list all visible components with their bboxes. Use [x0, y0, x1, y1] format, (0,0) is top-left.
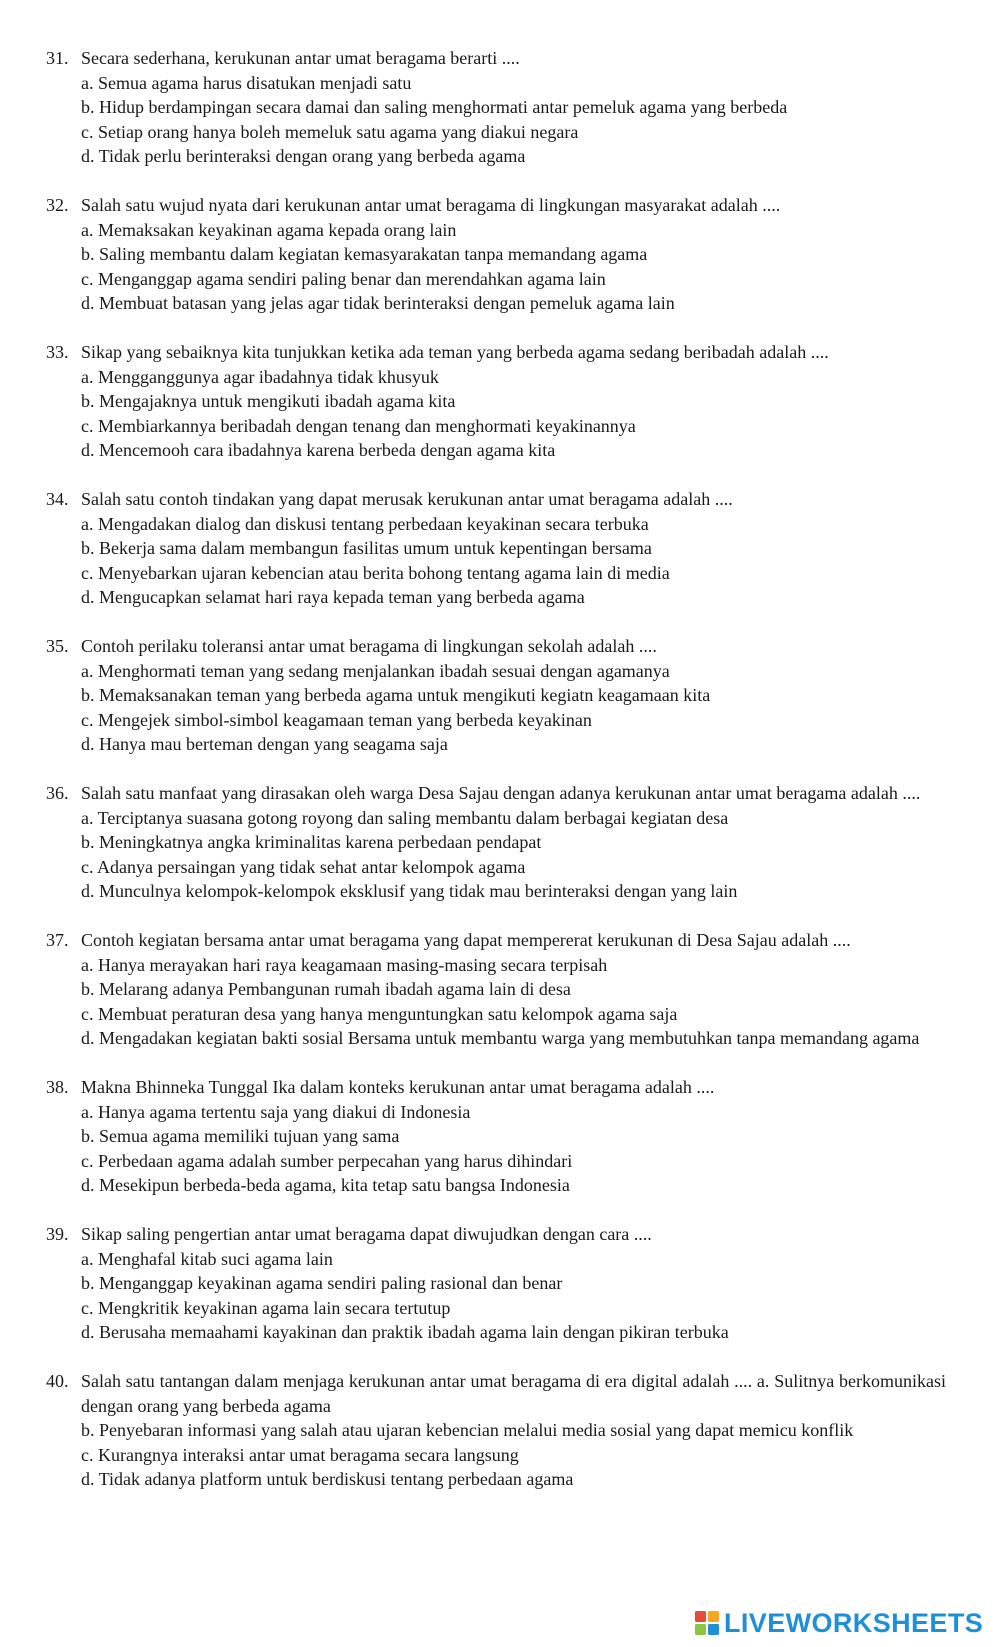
- answer-option: b. Mengajaknya untuk mengikuti ibadah agama kita: [81, 391, 456, 411]
- question-number: 32.: [46, 195, 69, 215]
- question-list: [46, 46, 946, 1492]
- question-text: Sikap saling pengertian antar umat beragama dapat diwujudkan dengan cara ....: [81, 1224, 652, 1244]
- answer-option: d. Hanya mau berteman dengan yang seagama saja: [81, 734, 448, 754]
- answer-option: c. Setiap orang hanya boleh memeluk satu agama yang diakui negara: [81, 121, 579, 142]
- answer-option: d. Tidak perlu berinteraksi dengan orang yang berbeda agama: [81, 146, 526, 166]
- question-row: [46, 1075, 946, 1100]
- answer-option: a. Memaksakan keyakinan agama kepada orang lain: [81, 219, 457, 240]
- question-item: [46, 1222, 946, 1345]
- question-text: Secara sederhana, kerukunan antar umat beragama berarti ....: [81, 48, 520, 68]
- answer-option: a. Menghafal kitab suci agama lain: [81, 1248, 333, 1269]
- answer-option: d. Mengucapkan selamat hari raya kepada teman yang berbeda agama: [81, 587, 585, 607]
- answer-option: b. Meningkatnya angka kriminalitas karena perbedaan pendapat: [81, 832, 542, 852]
- question-row: [46, 634, 946, 659]
- question-row: [46, 340, 946, 365]
- question-item: [46, 193, 946, 316]
- answer-option: c. Perbedaan agama adalah sumber perpecahan yang harus dihindari: [81, 1150, 573, 1171]
- question-item: [46, 781, 946, 904]
- question-row: [46, 193, 946, 218]
- answer-option: d. Munculnya kelompok-kelompok eksklusif yang tidak mau berinteraksi dengan yang lain: [81, 881, 738, 901]
- answer-option: a. Hanya merayakan hari raya keagamaan masing-masing secara terpisah: [81, 954, 608, 975]
- worksheet-page: [46, 46, 946, 1516]
- answer-option: d. Tidak adanya platform untuk berdiskusi tentang perbedaan agama: [81, 1469, 574, 1489]
- answer-option: c. Menganggap agama sendiri paling benar dan merendahkan agama lain: [81, 268, 606, 289]
- answer-option: b. Hidup berdampingan secara damai dan saling menghormati antar pemeluk agama yang berbeda: [81, 97, 788, 117]
- answer-option: b. Memaksanakan teman yang berbeda agama untuk mengikuti kegiatn keagamaan kita: [81, 685, 711, 705]
- question-text: Salah satu manfaat yang dirasakan oleh warga Desa Sajau dengan adanya kerukunan antar umat beragama adalah ....: [81, 783, 921, 803]
- question-number: 37.: [46, 930, 69, 950]
- liveworksheets-logo[interactable]: [694, 1606, 983, 1640]
- answer-option: b. Semua agama memiliki tujuan yang sama: [81, 1126, 400, 1146]
- question-text: Sikap yang sebaiknya kita tunjukkan ketika ada teman yang berbeda agama sedang beribadah adalah ....: [81, 342, 829, 362]
- answer-option: c. Membiarkannya beribadah dengan tenang dan menghormati keyakinannya: [81, 415, 636, 436]
- question-item: [46, 1369, 946, 1492]
- question-item: [46, 46, 946, 169]
- answer-option: c. Menyebarkan ujaran kebencian atau berita bohong tentang agama lain di media: [81, 562, 670, 583]
- question-item: [46, 928, 946, 1051]
- answer-option: b. Bekerja sama dalam membangun fasilitas umum untuk kepentingan bersama: [81, 538, 652, 558]
- answer-option: a. Mengganggunya agar ibadahnya tidak khusyuk: [81, 366, 439, 387]
- question-text: Salah satu tantangan dalam menjaga kerukunan antar umat beragama di era digital adalah .... a. Sulitnya berkomunikasi dengan orang yang berbeda agama: [81, 1371, 946, 1416]
- liveworksheets-logo-icon: [694, 1610, 720, 1636]
- question-row: [46, 928, 946, 953]
- answer-option: c. Mengkritik keyakinan agama lain secara tertutup: [81, 1297, 451, 1318]
- answer-option: b. Melarang adanya Pembangunan rumah ibadah agama lain di desa: [81, 979, 571, 999]
- answer-option: a. Hanya agama tertentu saja yang diakui di Indonesia: [81, 1101, 471, 1122]
- question-text: Salah satu wujud nyata dari kerukunan antar umat beragama di lingkungan masyarakat adalah ....: [81, 195, 781, 215]
- question-text: Makna Bhinneka Tunggal Ika dalam konteks kerukunan antar umat beragama adalah ....: [81, 1077, 715, 1097]
- answer-option: d. Mengadakan kegiatan bakti sosial Bersama untuk membantu warga yang membutuhkan tanpa memandang agama: [81, 1028, 920, 1048]
- question-number: 38.: [46, 1077, 69, 1097]
- answer-option: b. Menganggap keyakinan agama sendiri paling rasional dan benar: [81, 1273, 563, 1293]
- answer-option: a. Semua agama harus disatukan menjadi satu: [81, 72, 412, 93]
- question-number: 36.: [46, 783, 69, 803]
- question-text: Salah satu contoh tindakan yang dapat merusak kerukunan antar umat beragama adalah ....: [81, 489, 733, 509]
- answer-option: b. Penyebaran informasi yang salah atau ujaran kebencian melalui media sosial yang dapat memicu konflik: [81, 1420, 854, 1440]
- question-number: 31.: [46, 48, 69, 68]
- question-row: [46, 46, 946, 71]
- question-item: [46, 1075, 946, 1198]
- question-row: [46, 1222, 946, 1247]
- question-row: [46, 781, 946, 806]
- question-number: 40.: [46, 1371, 69, 1391]
- question-text: Contoh perilaku toleransi antar umat beragama di lingkungan sekolah adalah ....: [81, 636, 657, 656]
- answer-option: a. Terciptanya suasana gotong royong dan saling membantu dalam berbagai kegiatan desa: [81, 807, 729, 828]
- answer-option: d. Mencemooh cara ibadahnya karena berbeda dengan agama kita: [81, 440, 556, 460]
- question-row: [46, 487, 946, 512]
- answer-option: d. Mesekipun berbeda-beda agama, kita tetap satu bangsa Indonesia: [81, 1175, 570, 1195]
- logo-text: LIVEWORKSHEETS: [724, 1607, 984, 1638]
- answer-option: c. Adanya persaingan yang tidak sehat antar kelompok agama: [81, 856, 526, 877]
- question-row: [46, 1369, 946, 1418]
- question-number: 35.: [46, 636, 69, 656]
- question-item: [46, 487, 946, 610]
- answer-option: a. Menghormati teman yang sedang menjalankan ibadah sesuai dengan agamanya: [81, 660, 670, 681]
- answer-option: c. Membuat peraturan desa yang hanya menguntungkan satu kelompok agama saja: [81, 1003, 678, 1024]
- answer-option: a. Mengadakan dialog dan diskusi tentang perbedaan keyakinan secara terbuka: [81, 513, 649, 534]
- question-text: Contoh kegiatan bersama antar umat beragama yang dapat mempererat kerukunan di Desa Sajau adalah ....: [81, 930, 851, 950]
- answer-option: c. Mengejek simbol-simbol keagamaan teman yang berbeda keyakinan: [81, 709, 592, 730]
- question-item: [46, 634, 946, 757]
- answer-option: d. Membuat batasan yang jelas agar tidak berinteraksi dengan pemeluk agama lain: [81, 293, 675, 313]
- question-number: 39.: [46, 1224, 69, 1244]
- answer-option: c. Kurangnya interaksi antar umat beragama secara langsung: [81, 1444, 519, 1465]
- answer-option: b. Saling membantu dalam kegiatan kemasyarakatan tanpa memandang agama: [81, 244, 648, 264]
- question-number: 33.: [46, 342, 69, 362]
- answer-option: d. Berusaha memaahami kayakinan dan praktik ibadah agama lain dengan pikiran terbuka: [81, 1322, 729, 1342]
- question-number: 34.: [46, 489, 69, 509]
- question-item: [46, 340, 946, 463]
